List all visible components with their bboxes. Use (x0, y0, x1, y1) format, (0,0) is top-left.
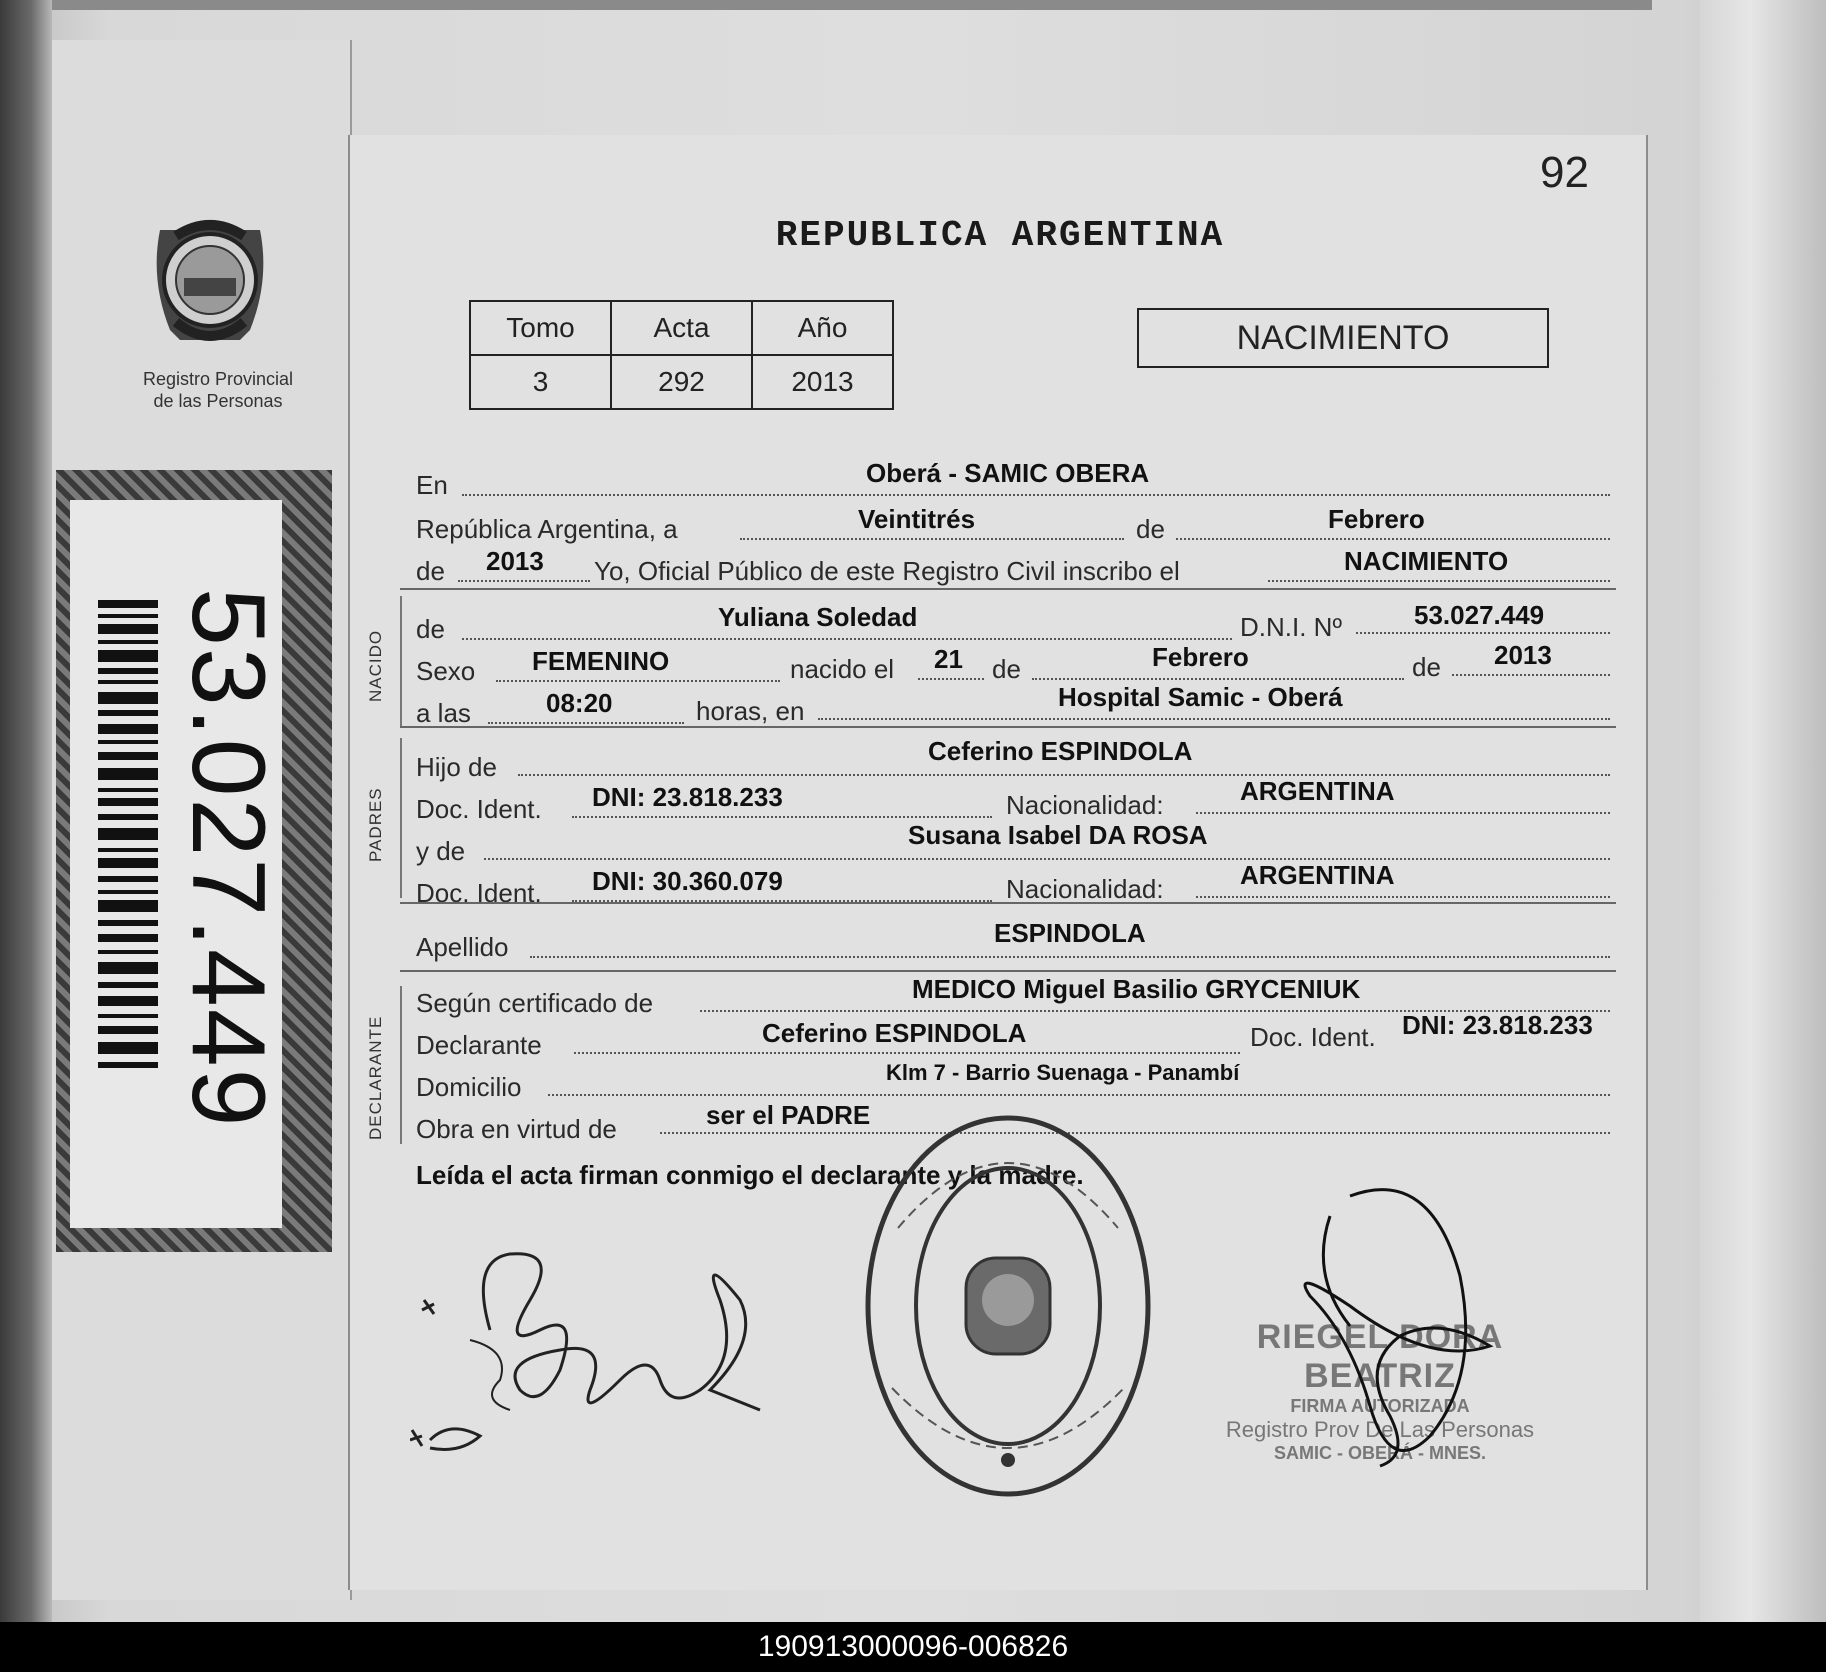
misiones-coat-of-arms-icon (140, 200, 280, 360)
acta-header-acta: Acta (611, 301, 752, 355)
label-segun: Según certificado de (416, 988, 654, 1018)
closing-statement: Leída el acta firman conmigo el declarante y la madre. (416, 1160, 1084, 1190)
section-label-declarante: DECLARANTE (366, 1015, 385, 1140)
value-declarante-doc: DNI: 23.818.233 (1402, 1010, 1593, 1040)
label-doc-ident-3: Doc. Ident. (1250, 1022, 1376, 1052)
value-padre-doc: DNI: 23.818.233 (592, 782, 783, 812)
section-rule (400, 726, 1616, 728)
dotted-line (548, 1094, 1610, 1096)
section-rule (400, 970, 1616, 972)
barcode-icon (98, 600, 158, 1076)
dotted-line (1196, 896, 1610, 898)
page-edge-right (1700, 0, 1826, 1622)
section-separator (400, 738, 402, 898)
label-doc-ident-1: Doc. Ident. (416, 794, 542, 824)
acta-value-tomo: 3 (470, 355, 611, 409)
label-nacido-el: nacido el (790, 654, 895, 684)
label-en: En (416, 470, 448, 500)
dotted-line (1356, 632, 1610, 634)
label-republica: República Argentina, a (416, 514, 678, 544)
section-rule (400, 588, 1616, 590)
page-edge-top (52, 0, 1652, 10)
footer-id: 190913000096-006826 (757, 1630, 1069, 1663)
dotted-line (740, 538, 1124, 540)
label-doc-ident-2: Doc. Ident. (416, 878, 542, 908)
dotted-line (572, 816, 992, 818)
value-madre-doc: DNI: 30.360.079 (592, 866, 783, 896)
value-padre-nac: ARGENTINA (1240, 776, 1395, 806)
label-horas-en: horas, en (696, 696, 805, 726)
dotted-line (462, 638, 1232, 640)
dotted-line (918, 678, 984, 680)
dotted-line (1176, 538, 1610, 540)
label-nacionalidad-2: Nacionalidad: (1006, 874, 1164, 904)
label-oficial: Yo, Oficial Público de este Registro Civil inscribo el (594, 556, 1180, 586)
value-padre: Ceferino ESPINDOLA (928, 736, 1193, 766)
value-lugar: Oberá - SAMIC OBERA (866, 458, 1150, 488)
section-label-nacido: NACIDO (366, 629, 385, 702)
dotted-line (496, 680, 780, 682)
label-de-birth-month: de (992, 654, 1021, 684)
label-sexo: Sexo (416, 656, 476, 686)
label-de: de (1136, 514, 1165, 544)
label-domicilio: Domicilio (416, 1072, 522, 1102)
dotted-line (1452, 674, 1610, 676)
dotted-line (488, 722, 684, 724)
label-apellido: Apellido (416, 932, 509, 962)
value-obra: ser el PADRE (706, 1100, 871, 1130)
footer-bar (0, 1622, 1826, 1672)
barcode-number: 53.027.449 (170, 588, 286, 1129)
value-anio: 2013 (486, 546, 544, 576)
dotted-line (1032, 678, 1404, 680)
official-office: Registro Prov De Las Personas (1225, 1417, 1535, 1442)
record-type-box: NACIMIENTO (1137, 308, 1549, 368)
acta-value-acta: 292 (611, 355, 752, 409)
acta-value-anio: 2013 (752, 355, 893, 409)
official-location: SAMIC - OBERÁ - MNES. (1273, 1443, 1486, 1463)
value-mes: Febrero (1328, 504, 1425, 534)
dotted-line (818, 718, 1610, 720)
section-separator (400, 596, 402, 726)
document-title: REPUBLICA ARGENTINA (775, 215, 1225, 256)
value-certificado: MEDICO Miguel Basilio GRYCENIUK (912, 974, 1361, 1004)
value-dni: 53.027.449 (1414, 600, 1545, 630)
label-de-year: de (416, 556, 445, 586)
label-obra: Obra en virtud de (416, 1114, 617, 1144)
value-madre-nac: ARGENTINA (1240, 860, 1395, 890)
dotted-line (1196, 812, 1610, 814)
value-anio-nac: 2013 (1494, 640, 1552, 670)
dotted-line (518, 774, 1610, 776)
registry-line-1: Registro Provincial (142, 369, 294, 389)
acta-table (469, 300, 894, 410)
value-lugar-nac: Hospital Samic - Oberá (1058, 682, 1343, 712)
section-rule (400, 902, 1616, 904)
value-apellido: ESPINDOLA (994, 918, 1146, 948)
acta-table-header-row (470, 301, 893, 355)
value-dia-nac: 21 (934, 644, 963, 674)
acta-header-tomo: Tomo (470, 301, 611, 355)
barcode-label (56, 470, 332, 1252)
value-sexo: FEMENINO (532, 646, 670, 676)
dotted-line (462, 494, 1610, 496)
dotted-line (574, 1052, 1240, 1054)
page-edge-left (0, 0, 52, 1622)
value-tipo: NACIMIENTO (1344, 546, 1509, 576)
label-nacionalidad-1: Nacionalidad: (1006, 790, 1164, 820)
value-hora: 08:20 (546, 688, 613, 718)
barcode-label-inner (70, 500, 286, 1228)
value-mes-nac: Febrero (1152, 642, 1249, 672)
delegation-stamp-icon (858, 1108, 1158, 1504)
official-name: RIEGEL DORA BEATRIZ (1256, 1318, 1504, 1395)
value-declarante: Ceferino ESPINDOLA (762, 1018, 1027, 1048)
dotted-line (530, 956, 1610, 958)
section-label-padres: PADRES (366, 787, 385, 862)
label-a-las: a las (416, 698, 471, 728)
page-number: 92 (1540, 148, 1589, 197)
section-separator (400, 986, 402, 1144)
dotted-line (484, 858, 1610, 860)
value-domicilio: Klm 7 - Barrio Suenaga - Panambí (886, 1060, 1240, 1085)
value-madre: Susana Isabel DA ROSA (908, 820, 1208, 850)
label-de-birth-year: de (1412, 652, 1441, 682)
dotted-line (458, 580, 590, 582)
label-de-name: de (416, 614, 445, 644)
acta-header-anio: Año (752, 301, 893, 355)
label-declarante: Declarante (416, 1030, 542, 1060)
acta-table-value-row (470, 355, 893, 409)
dotted-line (1268, 580, 1610, 582)
signature-declarante-icon (410, 1240, 780, 1470)
registry-name (118, 368, 318, 412)
label-hijo-de: Hijo de (416, 752, 497, 782)
value-dia-letras: Veintitrés (858, 504, 976, 534)
label-dni: D.N.I. Nº (1240, 612, 1342, 642)
value-nombre: Yuliana Soledad (718, 602, 918, 632)
registry-line-2: de las Personas (153, 391, 283, 411)
signature-official-icon (1290, 1176, 1500, 1476)
label-y-de: y de (416, 836, 466, 866)
official-role: FIRMA AUTORIZADA (1290, 1396, 1470, 1416)
